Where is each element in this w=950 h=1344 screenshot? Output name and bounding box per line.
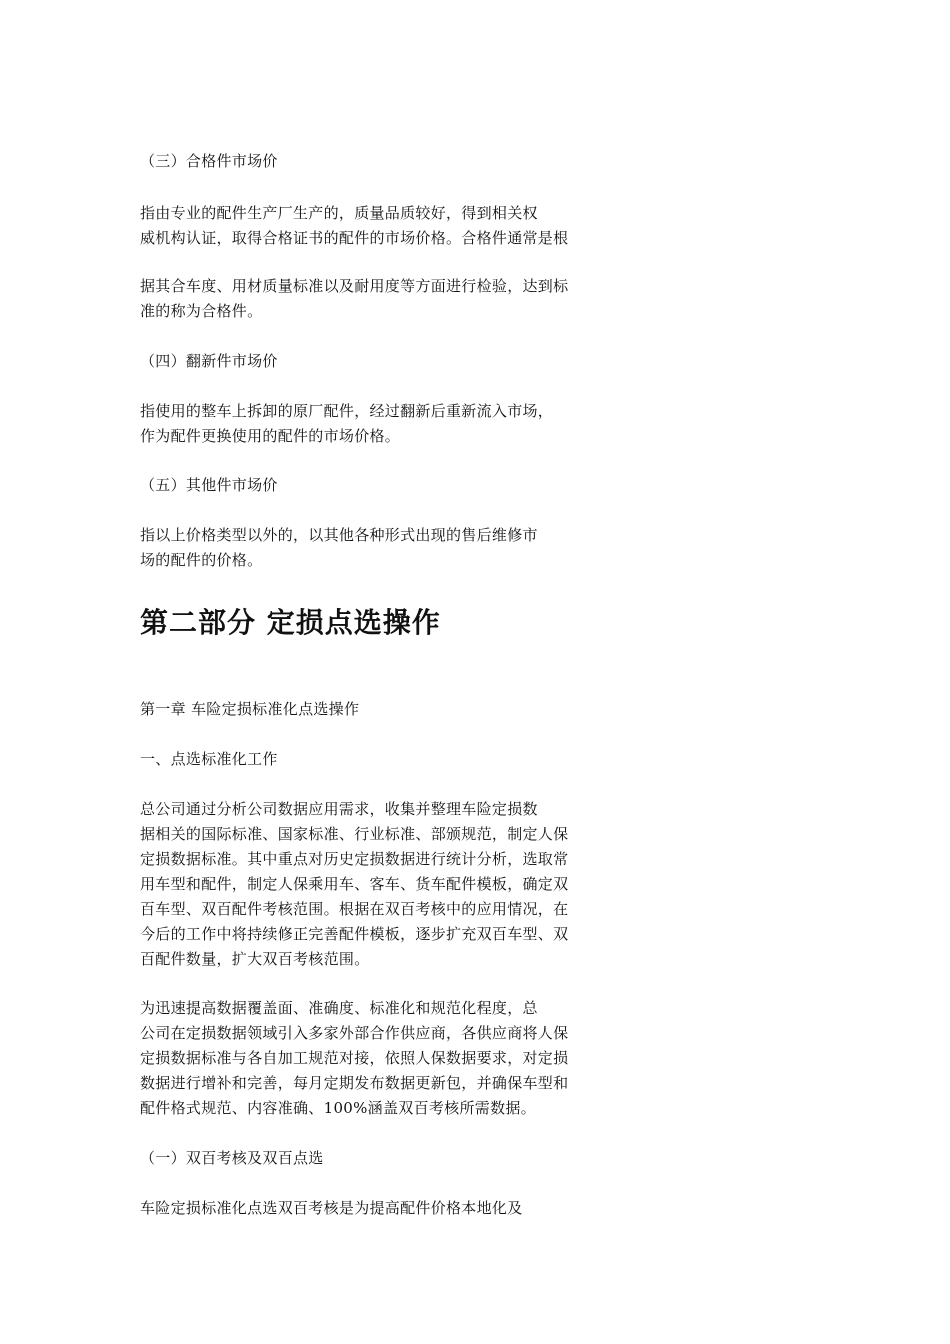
subsection-title: （一）双百考核及双百点选 xyxy=(140,1149,324,1167)
paragraph-line: 公司在定损数据领域引入多家外部合作供应商，各供应商将人保 xyxy=(140,1024,569,1042)
paragraph-line: 定损数据标准。其中重点对历史定损数据进行统计分析，选取常 xyxy=(140,850,569,868)
paragraph-line: 场的配件的价格。 xyxy=(140,551,263,569)
chapter-title: 第一章 车险定损标准化点选操作 xyxy=(140,700,360,718)
paragraph-line: 为迅速提高数据覆盖面、准确度、标准化和规范化程度，总 xyxy=(140,999,538,1017)
paragraph-line: 指以上价格类型以外的，以其他各种形式出现的售后维修市 xyxy=(140,526,538,544)
paragraph-line: 今后的工作中将持续修正完善配件模板，逐步扩充双百车型、双 xyxy=(140,925,569,943)
part-heading: 第二部分 定损点选操作 xyxy=(140,606,441,639)
paragraph-line: 配件格式规范、内容准确、100%涵盖双百考核所需数据。 xyxy=(140,1099,536,1117)
paragraph-line: 据其合车度、用材质量标准以及耐用度等方面进行检验，达到标 xyxy=(140,277,569,295)
paragraph-line: 作为配件更换使用的配件的市场价格。 xyxy=(140,427,401,445)
section-title: 一、点选标准化工作 xyxy=(140,750,278,768)
paragraph-line: 指由专业的配件生产厂生产的，质量品质较好，得到相关权 xyxy=(140,204,538,222)
paragraph-line: 总公司通过分析公司数据应用需求，收集并整理车险定损数 xyxy=(140,800,538,818)
section-title-4: （四）翻新件市场价 xyxy=(140,352,278,370)
section-title-3: （三）合格件市场价 xyxy=(140,152,278,170)
paragraph-line: 数据进行增补和完善，每月定期发布数据更新包，并确保车型和 xyxy=(140,1074,569,1092)
paragraph-line: 百配件数量，扩大双百考核范围。 xyxy=(140,950,370,968)
paragraph-line: 车险定损标准化点选双百考核是为提高配件价格本地化及 xyxy=(140,1199,523,1217)
paragraph-line: 百车型、双百配件考核范围。根据在双百考核中的应用情况，在 xyxy=(140,900,569,918)
paragraph-line: 据相关的国际标准、国家标准、行业标准、部颁规范，制定人保 xyxy=(140,825,569,843)
paragraph-line: 威机构认证，取得合格证书的配件的市场价格。合格件通常是根 xyxy=(140,229,569,247)
paragraph-line: 定损数据标准与各自加工规范对接，依照人保数据要求，对定损 xyxy=(140,1049,569,1067)
paragraph-line: 指使用的整车上拆卸的原厂配件，经过翻新后重新流入市场， xyxy=(140,402,554,420)
paragraph-line: 准的称为合格件。 xyxy=(140,302,263,320)
paragraph-line: 用车型和配件，制定人保乘用车、客车、货车配件模板，确定双 xyxy=(140,875,569,893)
section-title-5: （五）其他件市场价 xyxy=(140,476,278,494)
